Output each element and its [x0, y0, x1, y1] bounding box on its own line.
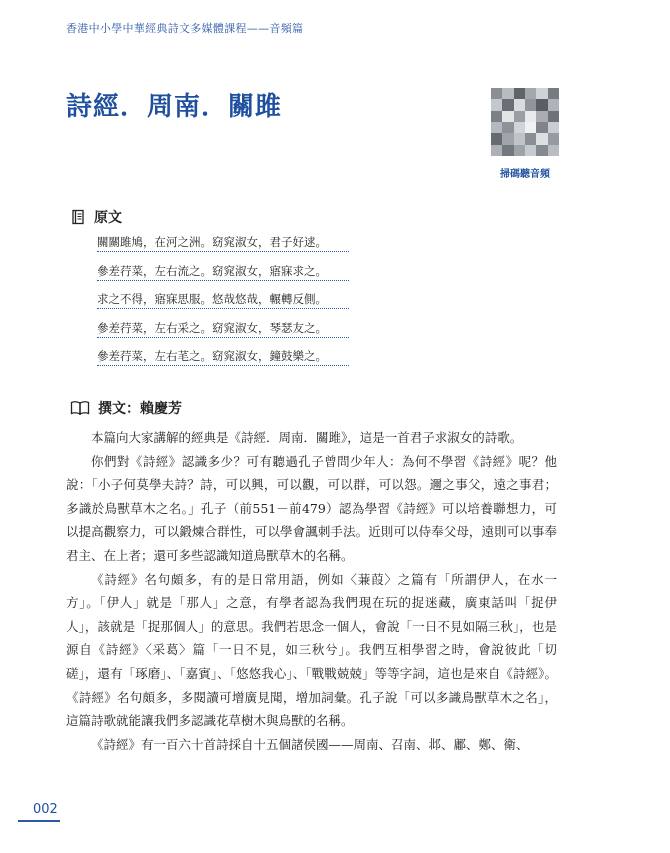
qr-cell	[491, 122, 502, 133]
qr-cell	[536, 99, 547, 110]
poem-line: 參差荇菜，左右流之。窈窕淑女，寤寐求之。	[97, 262, 349, 281]
qr-cell	[491, 99, 502, 110]
qr-cell	[491, 145, 502, 156]
qr-cell	[491, 111, 502, 122]
qr-cell	[525, 133, 536, 144]
section-original-label: 原文	[94, 210, 122, 226]
qr-cell	[525, 145, 536, 156]
qr-cell	[548, 122, 559, 133]
qr-cell	[514, 111, 525, 122]
paragraph: 你們對《詩經》認識多少？可有聽過孔子曾問少年人：為何不學習《詩經》呢？他說：「小子何莫學夫詩？詩，可以興，可以觀，可以群，可以怨。邇之事父，遠之事君；多識於鳥獸草木之名。」孔子（前551－前479）認為學習《詩經》可以培養聯想力，可以提高觀察力，可以鍛煉合群性，可以學會諷刺手法。近則可以侍奉父母，遠則可以事奉君主、在上者；還可多些認識知道鳥獸草木的名稱。	[66, 453, 557, 563]
poem-line: 求之不得，寤寐思服。悠哉悠哉，輾轉反側。	[97, 290, 349, 309]
qr-cell	[536, 133, 547, 144]
commentary-body	[66, 426, 557, 756]
page-number-rule	[18, 820, 60, 822]
qr-cell	[548, 88, 559, 99]
qr-cell	[536, 111, 547, 122]
book-stack-icon	[70, 209, 86, 225]
section-commentary-heading	[70, 398, 182, 418]
qr-cell	[548, 111, 559, 122]
qr-cell	[536, 145, 547, 156]
qr-label: 掃碼聽音頻	[500, 169, 550, 180]
poem-line: 參差荇菜，左右芼之。窈窕淑女，鐘鼓樂之。	[97, 347, 349, 366]
poem-line: 關關雎鳩，在河之洲。窈窕淑女，君子好逑。	[97, 233, 349, 252]
paragraph: 本篇向大家講解的經典是《詩經．周南．關雎》，這是一首君子求淑女的詩歌。	[91, 430, 523, 445]
poem-block	[97, 233, 349, 376]
page-number: 002	[33, 802, 58, 817]
qr-cell	[491, 88, 502, 99]
qr-cell	[502, 111, 513, 122]
qr-cell	[525, 99, 536, 110]
qr-cell	[514, 145, 525, 156]
qr-cell	[536, 122, 547, 133]
qr-cell	[525, 88, 536, 99]
qr-cell	[502, 133, 513, 144]
section-original-heading	[70, 207, 122, 227]
qr-cell	[502, 88, 513, 99]
qr-cell	[514, 133, 525, 144]
qr-cell	[548, 99, 559, 110]
page-title: 詩經．周南．關雎	[66, 92, 283, 122]
qr-cell	[514, 122, 525, 133]
qr-cell	[514, 88, 525, 99]
qr-cell	[502, 145, 513, 156]
open-book-icon	[70, 400, 90, 416]
qr-cell	[491, 133, 502, 144]
qr-cell	[548, 133, 559, 144]
running-header: 香港中小學中華經典詩文多媒體課程——音頻篇	[66, 22, 304, 35]
section-commentary-label: 撰文：賴慶芳	[98, 401, 182, 417]
qr-cell	[502, 122, 513, 133]
paragraph: 《詩經》名句頗多，有的是日常用語，例如〈蒹葭〉之篇有「所謂伊人，在水一方」。「伊人」就是「那人」之意，有學者認為我們現在玩的捉迷藏，廣東話叫「捉伊人」，該就是「捉那個人」的意思。我們若思念一個人，會說「一日不見如隔三秋」，也是源自《詩經》〈采葛〉篇「一日不見，如三秋兮」。我們互相學習之時，會說彼此「切磋」，還有「琢磨」、「嘉賓」、「悠悠我心」、「戰戰兢兢」等等字詞，這也是來自《詩經》。《詩經》名句頗多，多閱讀可增廣見聞，增加詞彙。孔子說「可以多識鳥獸草木之名」，這篇詩歌就能讓我們多認識花草樹木與鳥獸的名稱。	[66, 571, 557, 729]
qr-cell	[536, 88, 547, 99]
paragraph: 《詩經》有一百六十首詩採自十五個諸侯國——周南、召南、邶、鄘、鄭、衛、	[91, 736, 529, 752]
qr-cell	[525, 111, 536, 122]
qr-cell	[514, 99, 525, 110]
qr-code[interactable]	[491, 88, 559, 156]
qr-cell	[548, 145, 559, 156]
poem-line: 參差荇菜，左右采之。窈窕淑女，琴瑟友之。	[97, 319, 349, 338]
qr-cell	[502, 99, 513, 110]
qr-cell	[525, 122, 536, 133]
